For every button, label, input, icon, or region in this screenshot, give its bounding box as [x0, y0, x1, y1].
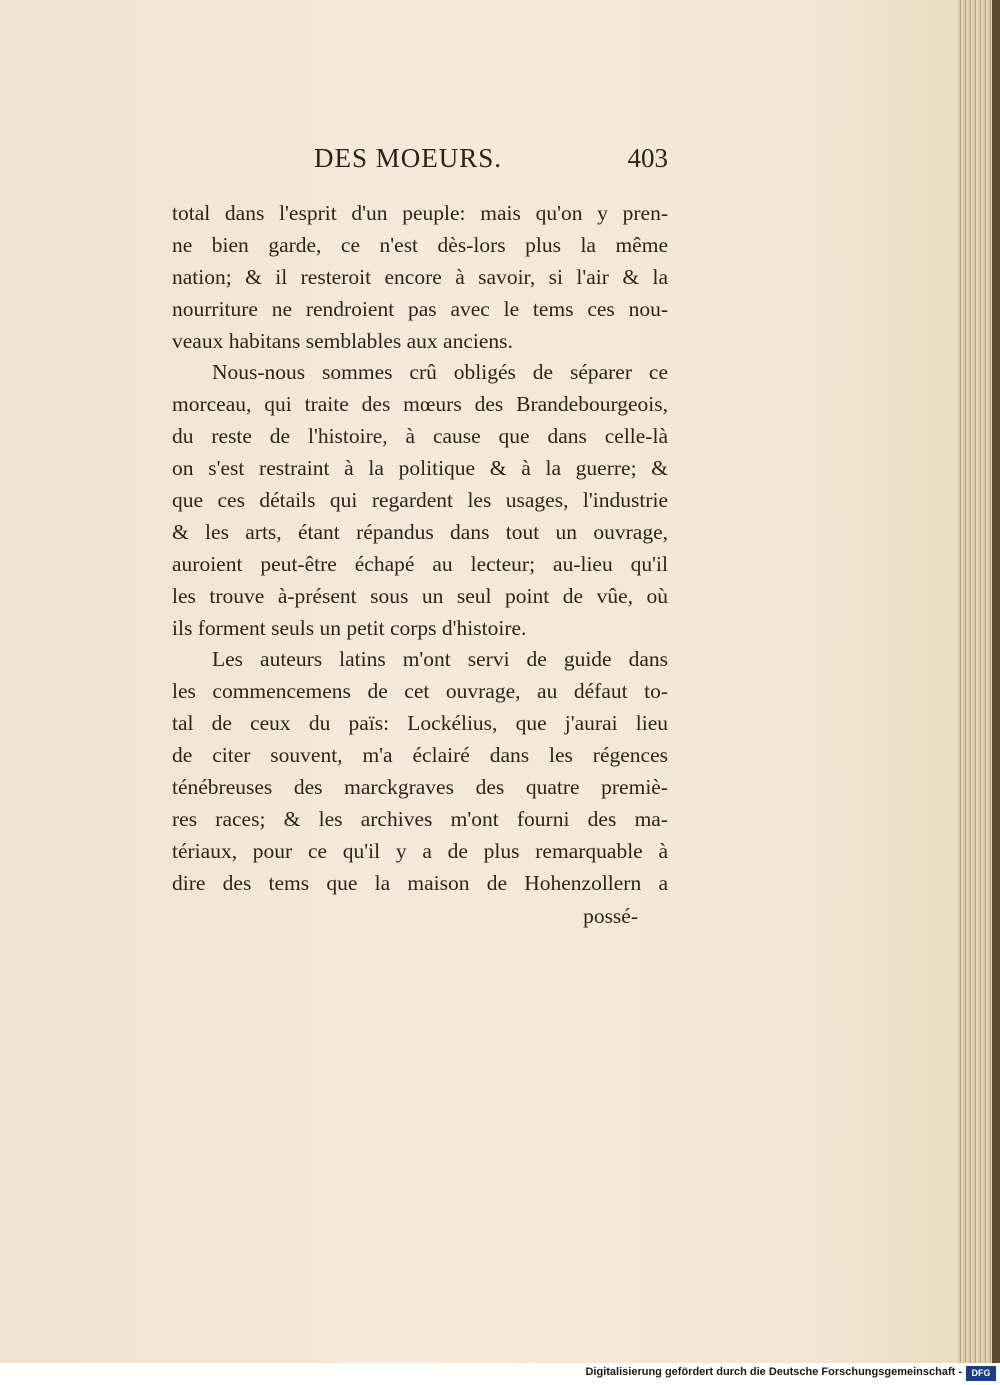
text-line: & les arts, étant répandus dans tout un ouvrage, — [172, 519, 668, 544]
catchword: possé- — [583, 904, 638, 928]
book-page-edges — [958, 0, 1000, 1363]
text-line: ténébreuses des marckgraves des quatre premiè- — [172, 775, 668, 800]
text-line: morceau, qui traite des mœurs des Brandebourgeois, — [172, 392, 668, 417]
paragraph-start-line: Les auteurs latins m'ont servi de guide dans — [212, 647, 668, 672]
text-line: que ces détails qui regardent les usages, l'industrie — [172, 488, 668, 513]
body-text — [172, 198, 668, 900]
text-line: nourriture ne rendroient pas avec le tems ces nou- — [172, 296, 668, 321]
text-line: ils forment seuls un petit corps d'histoire. — [172, 615, 527, 640]
funding-credit: Digitalisierung gefördert durch die Deutsche Forschungsgemeinschaft - — [585, 1366, 962, 1378]
paragraph-start-line: Nous-nous sommes crû obligés de séparer ce — [212, 360, 668, 385]
text-line: les trouve à-présent sous un seul point de vûe, où — [172, 583, 668, 608]
running-head: DES MOEURS. — [314, 143, 503, 173]
text-line: du reste de l'histoire, à cause que dans celle-là — [172, 424, 668, 449]
text-line: nation; & il resteroit encore à savoir, si l'air & la — [172, 264, 668, 289]
text-line: les commencemens de cet ouvrage, au défaut to- — [172, 679, 668, 704]
text-line: tériaux, pour ce qu'il y a de plus remarquable à — [172, 838, 668, 863]
text-line: total dans l'esprit d'un peuple: mais qu'on y pren- — [172, 201, 668, 225]
text-line: veaux habitans semblables aux anciens. — [172, 328, 513, 353]
text-line: tal de ceux du païs: Lockélius, que j'aurai lieu — [172, 711, 668, 736]
text-line: dire des tems que la maison de Hohenzollern a — [172, 870, 668, 895]
dfg-logo-icon: DFG — [966, 1366, 996, 1381]
text-line: auroient peut-être échapé au lecteur; au-lieu qu'il — [172, 551, 668, 576]
page-header — [172, 143, 668, 183]
page-number: 403 — [627, 143, 668, 173]
text-line: ne bien garde, ce n'est dès-lors plus la même — [172, 232, 668, 257]
text-line: on s'est restraint à la politique & à la guerre; & — [172, 456, 668, 481]
digitization-footer — [0, 1363, 1000, 1385]
text-line: de citer souvent, m'a éclairé dans les régences — [172, 743, 668, 768]
text-line: res races; & les archives m'ont fourni des ma- — [172, 806, 668, 831]
